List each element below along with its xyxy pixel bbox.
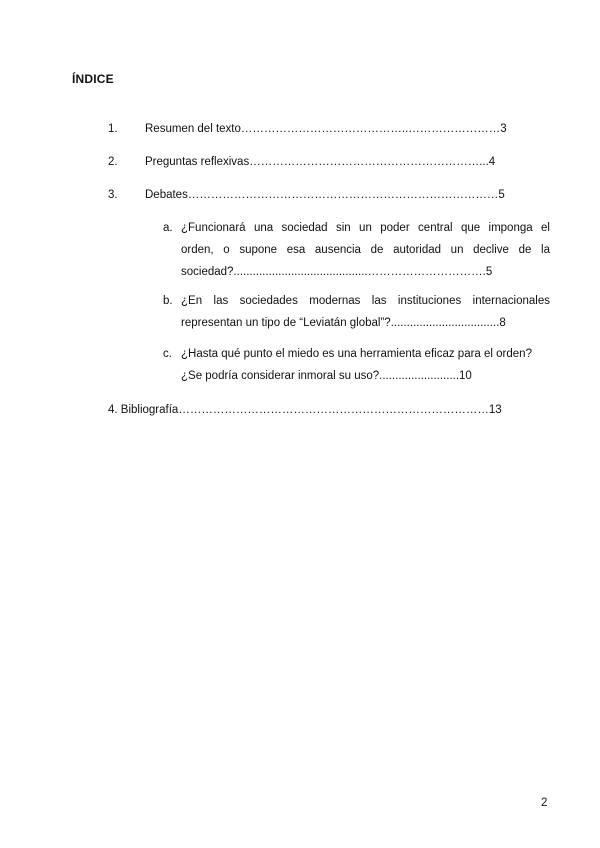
- toc-entry-number: 3.: [108, 189, 118, 201]
- toc-entry-text: Preguntas reflexivas……………………………………………………...4: [145, 156, 496, 168]
- toc-subentry-line: ¿Funcionará una sociedad sin un poder central que imponga el: [181, 222, 550, 234]
- toc-subentry-line: representan un tipo de “Leviatán global”?..................................8: [181, 317, 506, 329]
- toc-subentry-line: ¿Se podría considerar inmoral su uso?.........................10: [181, 370, 472, 382]
- index-heading: ÍNDICE: [72, 72, 114, 86]
- toc-subentry-letter: b.: [163, 295, 173, 307]
- toc-subentry: [0, 343, 600, 387]
- toc-subentry-line: sociedad?..........................................………………………….5: [181, 266, 493, 278]
- toc-subentry-letter: a.: [163, 222, 173, 234]
- toc-subentry-text: [181, 217, 550, 283]
- page-number: 2: [541, 797, 548, 809]
- toc-subentry: [0, 217, 600, 283]
- toc-entry-number: 1.: [108, 123, 118, 135]
- toc-entry: [0, 154, 600, 170]
- toc-subentry-text: [181, 290, 550, 334]
- toc-subentry: [0, 290, 600, 334]
- toc-subentry-letter: c.: [163, 348, 172, 360]
- toc-subentry-line: orden, o supone esa ausencia de autoridad un declive de la: [181, 244, 550, 256]
- toc-entry-number: 2.: [108, 156, 118, 168]
- toc-subentry-line: ¿En las sociedades modernas las instituciones internacionales: [181, 295, 550, 307]
- toc-entry-bibliography: 4. Bibliografía………………………………………………………………………13: [108, 404, 502, 416]
- toc-subentry-line: ¿Hasta qué punto el miedo es una herramienta eficaz para el orden?: [181, 348, 532, 360]
- toc-entry: [0, 187, 600, 203]
- toc-entry-text: Resumen del texto……………………………………..……………………3: [145, 123, 507, 135]
- toc-entry-text: Debates………………………………………………………………………5: [145, 189, 505, 201]
- toc-subentry-text: [181, 343, 550, 387]
- toc-entry: [0, 121, 600, 137]
